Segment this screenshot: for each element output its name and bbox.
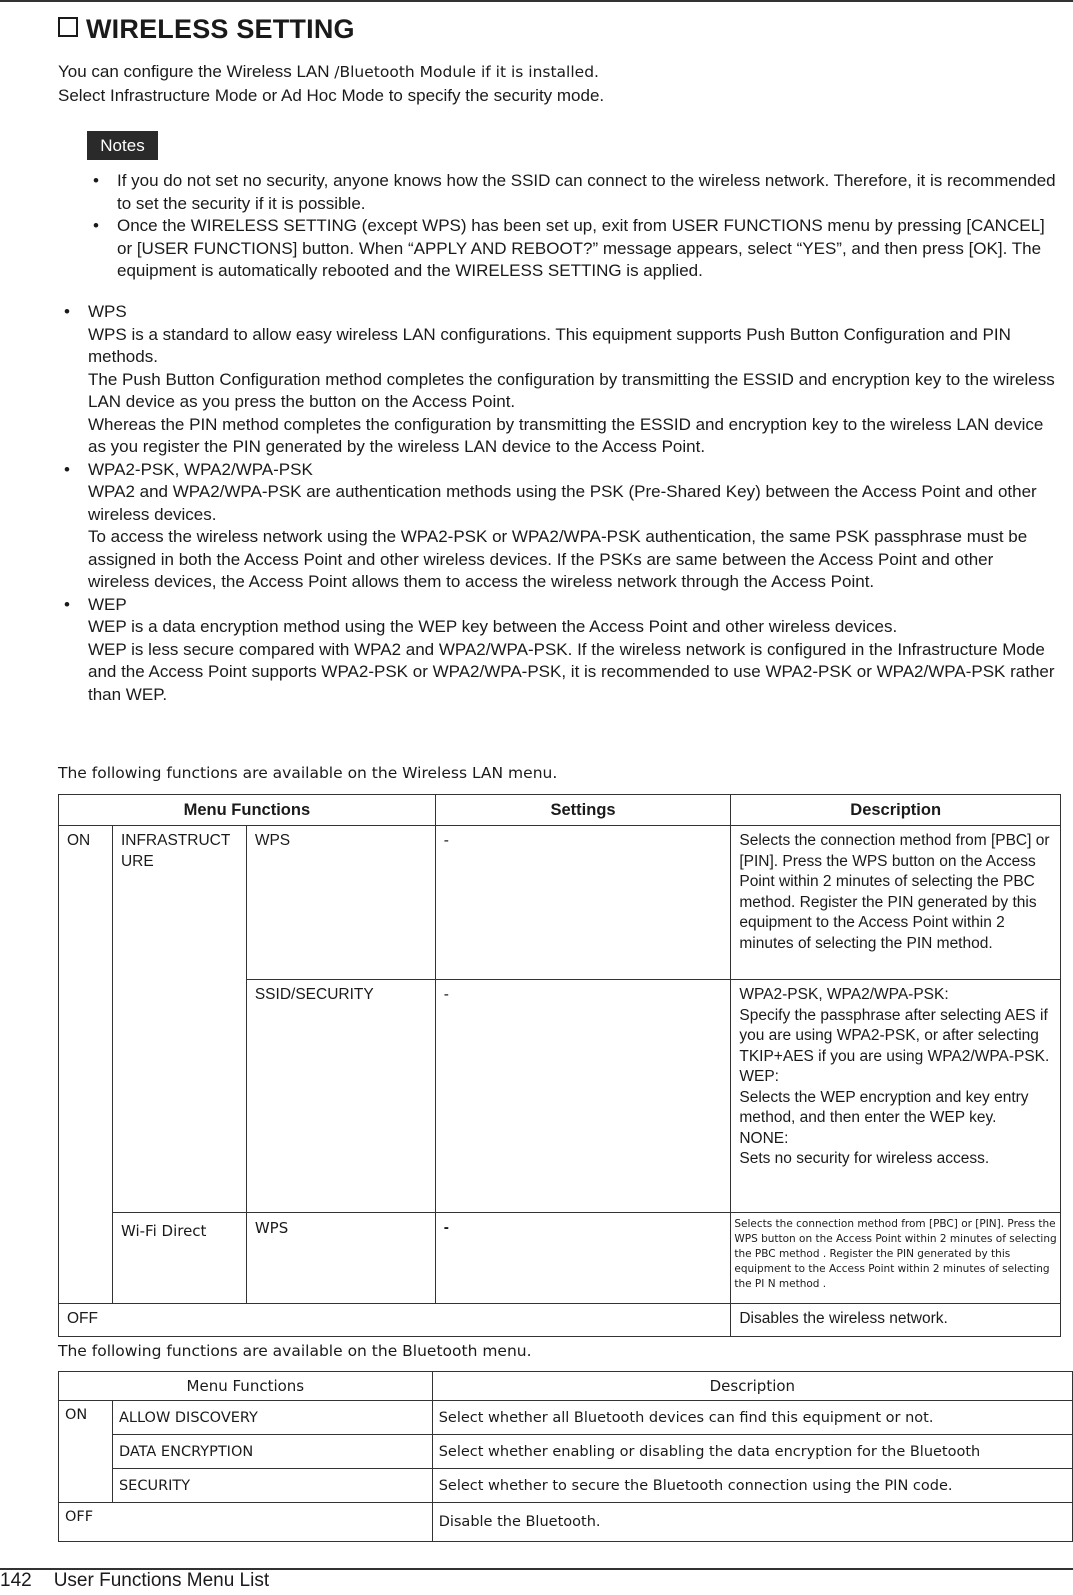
cell-ssid: SSID/SECURITY — [246, 980, 435, 1213]
header-menu-functions: Menu Functions — [59, 795, 436, 826]
page-footer — [0, 1570, 269, 1592]
cell-on: ON — [59, 826, 113, 1304]
table-row — [59, 1213, 1061, 1304]
cell-wps-desc: Selects the connection method from [PBC] or [PIN]. Press the WPS button on the Access Point within 2 minutes of selecting the PBC method. Register the PIN generated by this equipment to the Access Point within 2 minutes of selecting the PIN method. — [731, 826, 1061, 980]
cell-off: OFF — [59, 1304, 731, 1337]
mode-paragraph: WPS is a standard to allow easy wireless LAN configurations. This equipment supports Push Button Configuration and PIN methods. — [88, 324, 1011, 366]
intro-line-2: Select Infrastructure Mode or Ad Hoc Mode to specify the security mode. — [58, 86, 605, 105]
notes-badge: Notes — [87, 131, 158, 160]
cell-wd-wps: WPS — [246, 1213, 435, 1304]
intro — [58, 60, 604, 107]
cell-data-encryption: DATA ENCRYPTION — [112, 1435, 432, 1469]
mode-name: • WPS — [88, 302, 127, 321]
page-number: 142 — [0, 1570, 32, 1591]
mode-name: • WPA2-PSK, WPA2/WPA-PSK — [88, 459, 313, 479]
table-header-row — [59, 795, 1061, 826]
mode-paragraph: Whereas the PIN method completes the configuration by transmitting the ESSID and encryption key to the wireless LAN device as you register the PIN generated by the wireless LAN device to the Access Point. — [88, 414, 1044, 456]
bluetooth-table — [58, 1371, 1073, 1542]
intro-line-1: You can configure the Wireless LAN /Bluetooth Module if it is installed. — [58, 62, 599, 81]
mode-wep — [58, 594, 1056, 707]
header-description: Description — [432, 1372, 1072, 1401]
cell-ssid-setting: - — [435, 980, 731, 1213]
notes-list — [87, 170, 1057, 283]
header-settings: Settings — [435, 795, 731, 826]
intro-line-1-suffix: /Bluetooth Module if it is installed. — [334, 63, 599, 81]
wlan-caption: The following functions are available on the Wireless LAN menu. — [58, 764, 558, 782]
bt-caption: The following functions are available on the Bluetooth menu. — [58, 1342, 532, 1360]
mode-wpa2 — [58, 459, 1056, 594]
cell-data-encryption-desc: Select whether enabling or disabling the data encryption for the Bluetooth — [432, 1435, 1072, 1469]
cell-security: SECURITY — [112, 1469, 432, 1503]
section-name: User Functions Menu List — [53, 1570, 270, 1591]
cell-ssid-desc: WPA2-PSK, WPA2/WPA-PSK: Specify the passphrase after selecting AES if you are using WPA2-PSK, or after selecting TKIP+AES if you are using WPA2/WPA-PSK. WEP: Selects the WEP encryption and key entry method, and then enter the WEP key. NONE: Sets no security for wireless access. — [731, 980, 1061, 1213]
table-row — [59, 1435, 1073, 1469]
table-row — [59, 826, 1061, 980]
top-rule — [0, 0, 1073, 2]
table-row — [59, 1503, 1073, 1542]
cell-off-desc: Disable the Bluetooth. — [432, 1503, 1072, 1542]
mode-name: • WEP — [88, 594, 127, 614]
wireless-lan-table — [58, 794, 1061, 1337]
note-item: • Once the WIRELESS SETTING (except WPS) has been set up, exit from USER FUNCTIONS menu by pressing [CANCEL] or [USER FUNCTIONS] button. When “APPLY AND REBOOT?” message appears, select “YES”, and then press [OK]. The equipment is automatically rebooted and the WIRELESS SETTING is applied. — [87, 215, 1057, 283]
security-modes-list — [58, 301, 1056, 706]
cell-security-desc: Select whether to secure the Bluetooth connection using the PIN code. — [432, 1469, 1072, 1503]
table-header-row — [59, 1372, 1073, 1401]
table-row — [59, 1304, 1061, 1337]
mode-paragraph: To access the wireless network using the WPA2-PSK or WPA2/WPA-PSK authentication, the same PSK passphrase must be assigned in both the Access Point and other wireless devices. If the PSKs are same between the Access Point and other wireless devices, the Access Point allows them to access the wireless network through the Access Point. — [88, 527, 1028, 591]
table-row — [59, 1469, 1073, 1503]
mode-paragraph: WEP is a data encryption method using the WEP key between the Access Point and other wireless devices. — [88, 617, 898, 636]
cell-allow-discovery-desc: Select whether all Bluetooth devices can find this equipment or not. — [432, 1401, 1072, 1435]
note-item: • If you do not set no security, anyone knows how the SSID can connect to the wireless network. Therefore, it is recommended to set the security if it is possible. — [87, 170, 1057, 215]
mode-paragraph: WEP is less secure compared with WPA2 and WPA2/WPA-PSK. If the wireless network is configured in the Infrastructure Mode and the Access Point supports WPA2-PSK or WPA2/WPA-PSK, it is recommended to use WPA2-PSK or WPA2/WPA-PSK rather than WEP. — [88, 639, 1055, 704]
cell-off-desc: Disables the wireless network. — [731, 1304, 1061, 1337]
cell-wd-desc: Selects the connection method from [PBC] or [PIN]. Press the WPS button on the Access Point within 2 minutes of selecting the PBC method . Register the PIN generated by this equipment to the Access Point within 2 minutes of selecting the PI N method . — [731, 1213, 1061, 1304]
cell-wps-setting: - — [435, 826, 731, 980]
table-row — [59, 1401, 1073, 1435]
mode-wps — [58, 301, 1056, 459]
cell-on: ON — [59, 1401, 113, 1503]
cell-infrastructure: INFRASTRUCTURE — [112, 826, 246, 1213]
cell-off: OFF — [59, 1503, 433, 1542]
header-description: Description — [731, 795, 1061, 826]
cell-wps: WPS — [246, 826, 435, 980]
mode-paragraph: WPA2 and WPA2/WPA-PSK are authentication methods using the PSK (Pre-Shared Key) between the Access Point and other wireless devices. — [88, 482, 1037, 524]
checkbox-square-icon — [58, 17, 78, 37]
cell-wifi-direct: Wi-Fi Direct — [112, 1213, 246, 1304]
page-title — [58, 14, 355, 45]
header-menu-functions: Menu Functions — [59, 1372, 433, 1401]
cell-allow-discovery: ALLOW DISCOVERY — [112, 1401, 432, 1435]
mode-paragraph: The Push Button Configuration method completes the configuration by transmitting the ESSID and encryption key to the wireless LAN device as you press the button on the Access Point. — [88, 369, 1055, 411]
page-title-text: WIRELESS SETTING — [86, 14, 355, 44]
cell-wd-setting: - — [435, 1213, 731, 1304]
